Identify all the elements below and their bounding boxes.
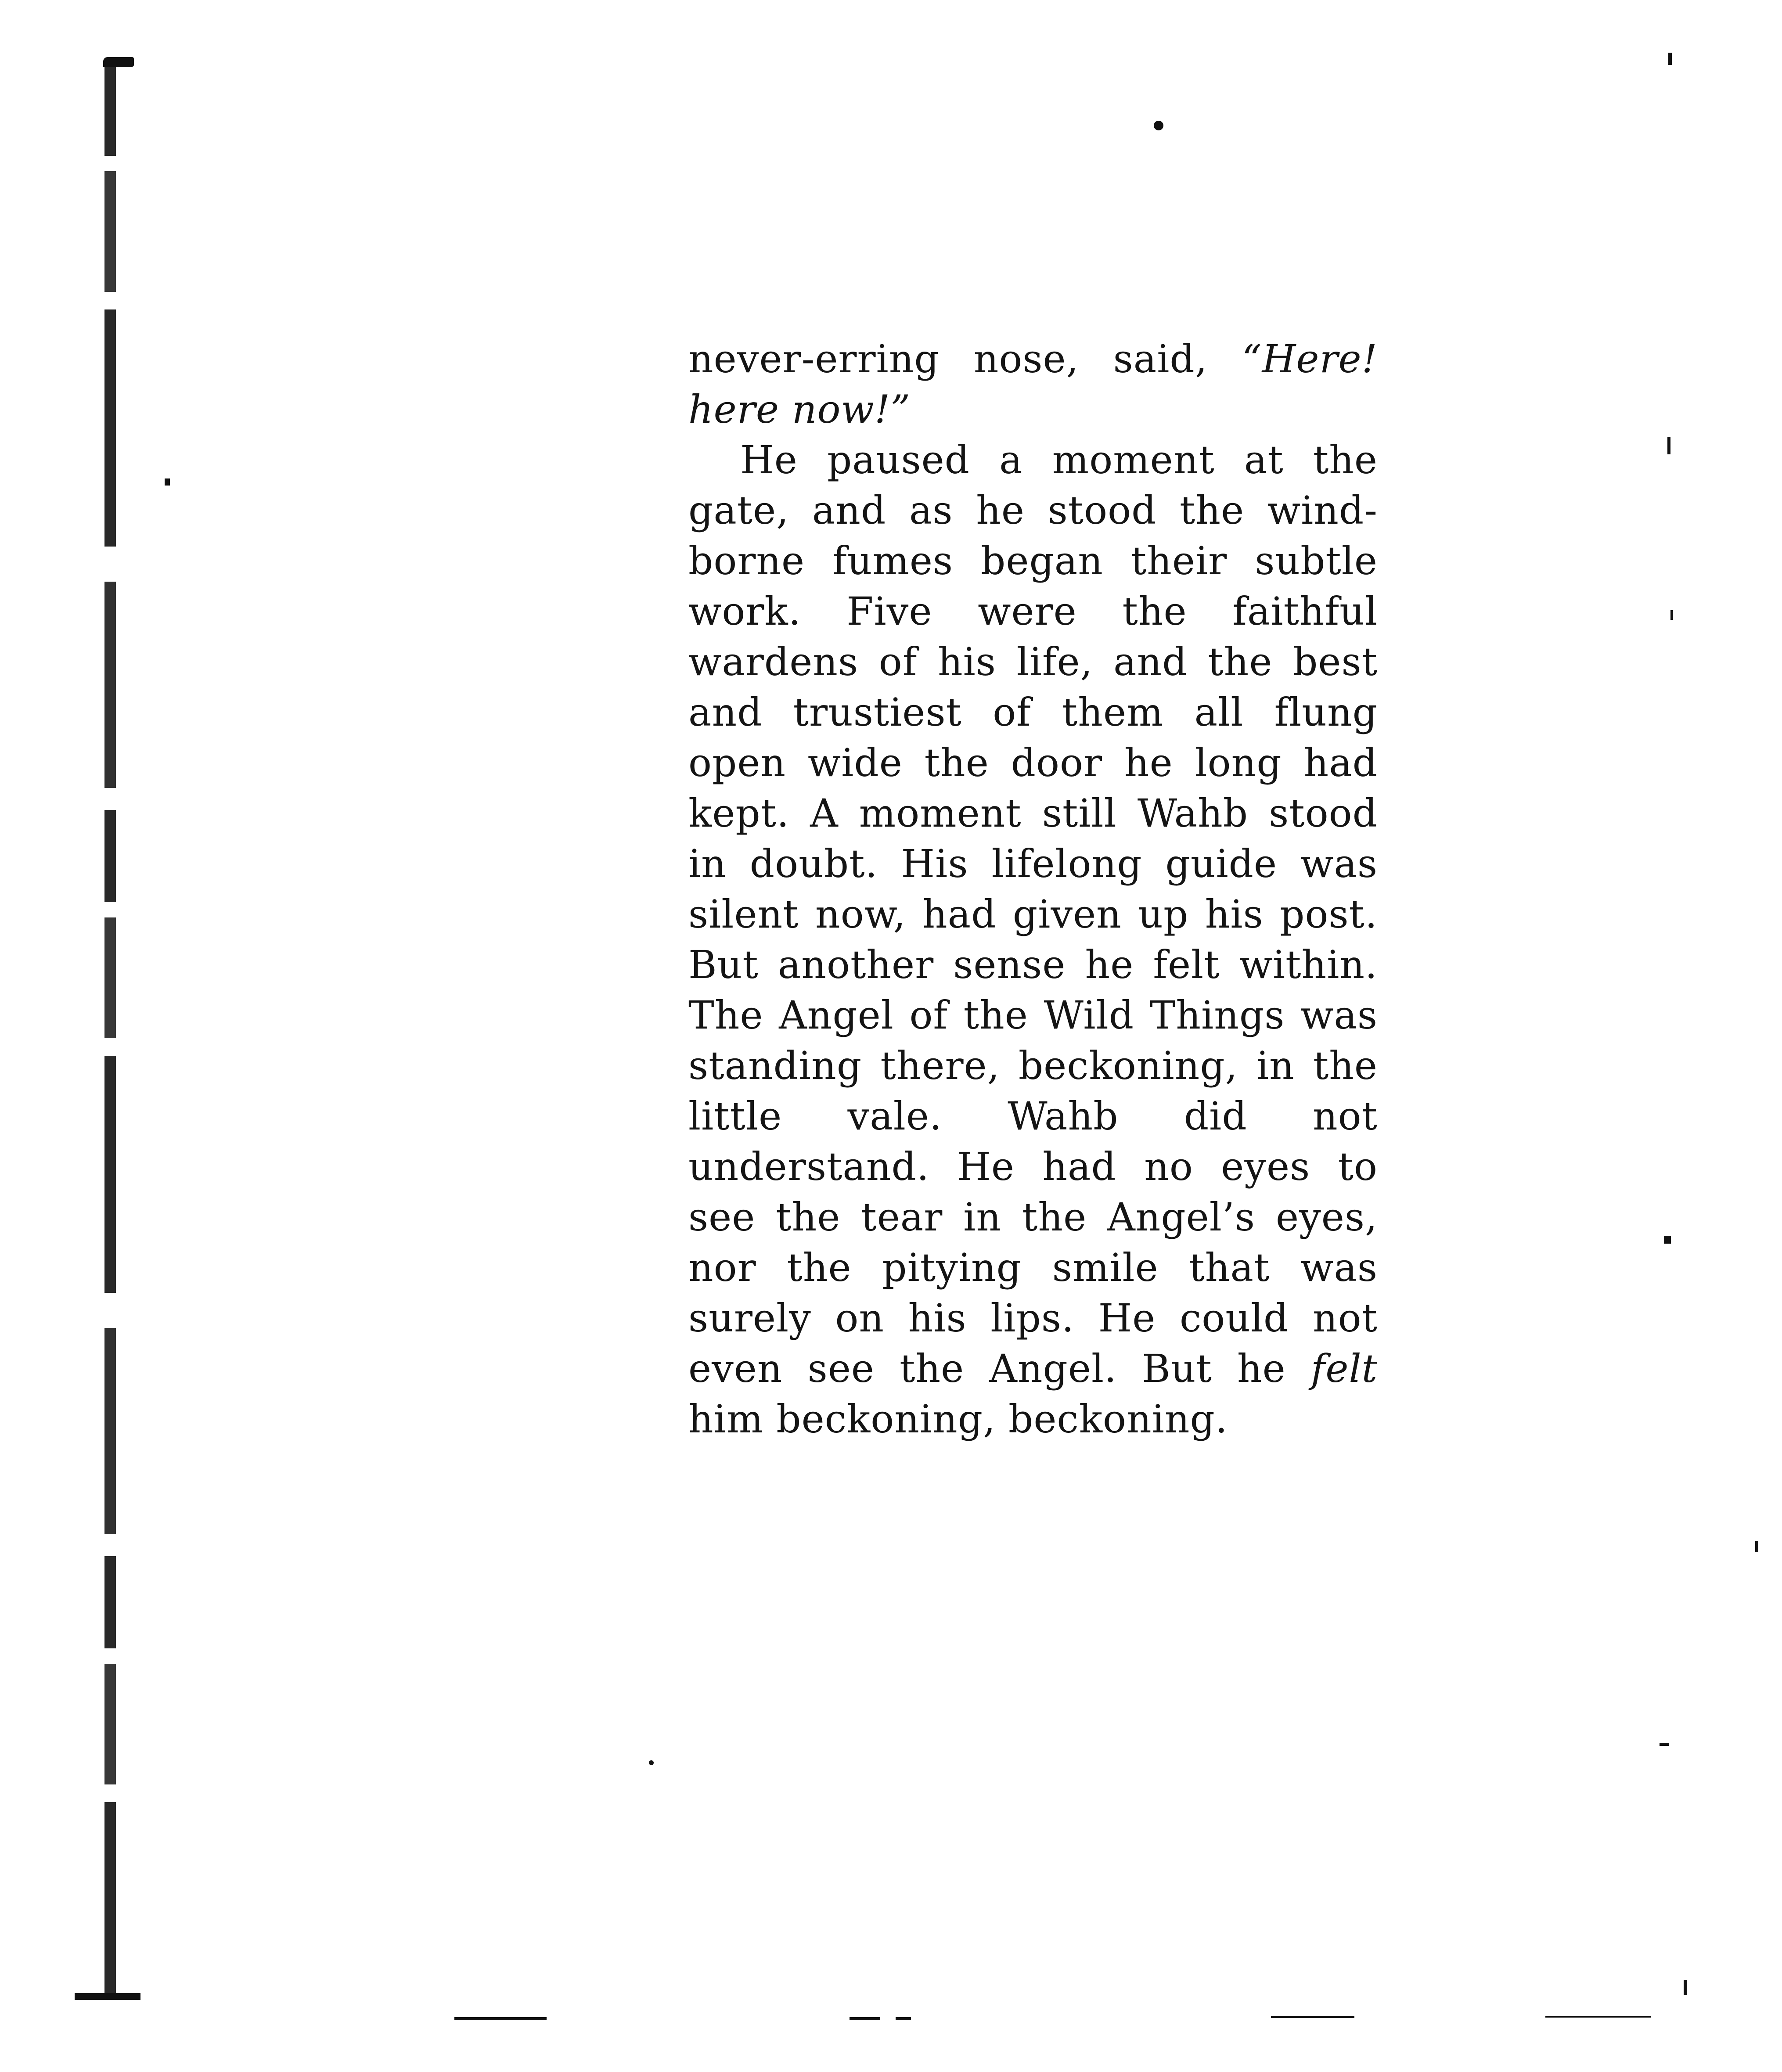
binding-edge-bottom-mark <box>75 1993 140 2000</box>
scan-edge-rule <box>1545 2016 1651 2018</box>
paragraph-continued <box>688 334 1378 435</box>
scan-edge-rule <box>454 2017 547 2020</box>
quoted-speech: “Here! here now!” <box>688 336 1378 432</box>
scan-speck <box>1154 121 1163 130</box>
scan-speck <box>649 1760 654 1765</box>
scan-speck <box>1664 1236 1671 1244</box>
paragraph-text: He paused a moment at the gate, and as he stood the wind-borne fumes began their subtle work. Five were the faithful wardens of his life, and the best and trustiest of them all flung open wide the door he long had kept. A moment still Wahb stood in doubt. His lifelong guide was silent now, had given up his post. But another sense he felt within. The Angel of the Wild Things was standing there, beckoning, in the little vale. Wahb did not understand. He had no eyes to see the tear in the Angel’s eyes, nor the pitying smile that was surely on his lips. He could not even see the Angel. But he <box>688 437 1378 1391</box>
scan-edge-rule <box>896 2017 911 2020</box>
paragraph-lead-text: never-erring nose, said, <box>688 336 1242 381</box>
scan-edge-rule <box>1271 2016 1354 2018</box>
binding-edge-shadow <box>104 64 116 1995</box>
scan-speck <box>1667 437 1670 454</box>
scan-speck <box>1670 610 1673 620</box>
emphasized-word: felt <box>1310 1346 1378 1391</box>
scan-speck <box>1668 53 1672 65</box>
scan-speck <box>1660 1743 1669 1746</box>
scan-speck <box>1684 1980 1687 1995</box>
page-body-text <box>688 334 1378 1444</box>
scan-edge-rule <box>850 2017 880 2020</box>
scan-speck <box>165 478 170 486</box>
scan-speck <box>1755 1541 1758 1552</box>
paragraph-text-end: him beckoning, beckoning. <box>688 1396 1228 1442</box>
paragraph <box>688 435 1378 1444</box>
